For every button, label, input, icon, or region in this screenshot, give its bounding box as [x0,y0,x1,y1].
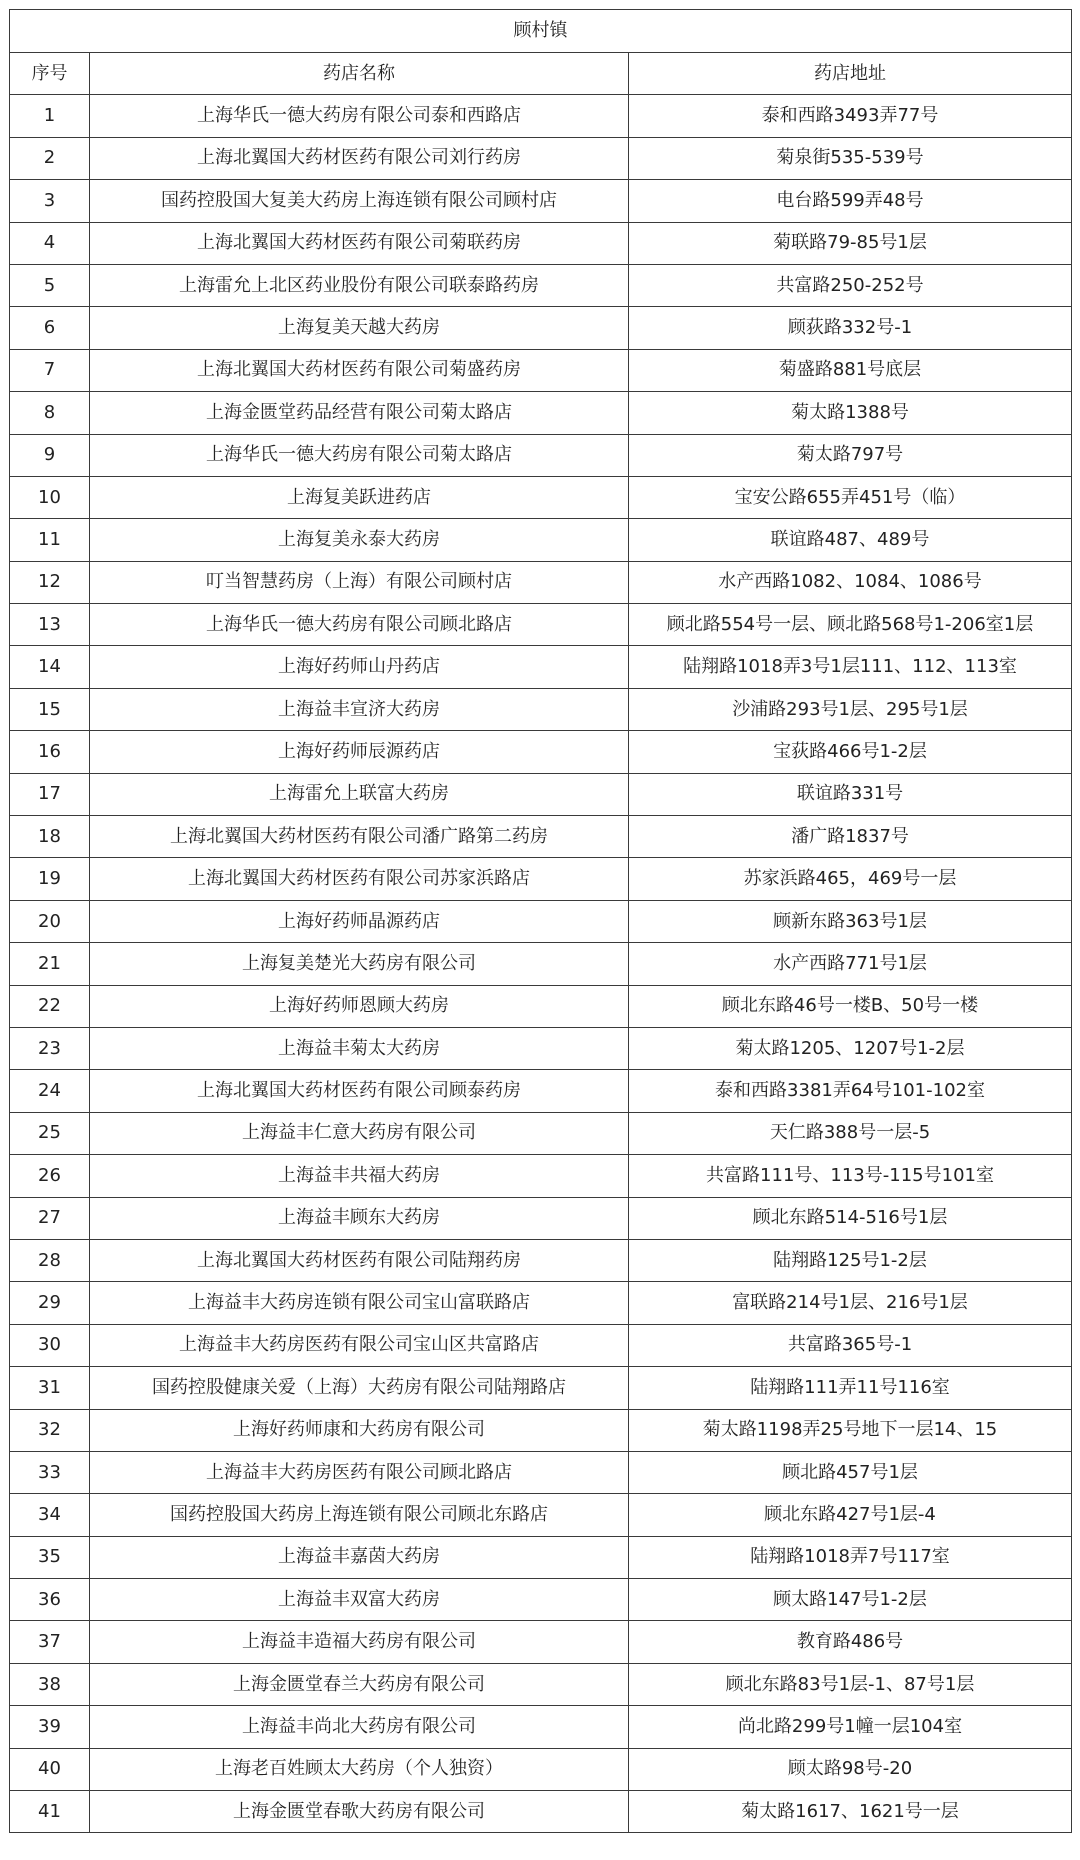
pharmacy-name-cell: 上海金匮堂药品经营有限公司菊太路店 [90,392,629,434]
pharmacy-address-cell: 共富路250-252号 [629,264,1072,306]
pharmacy-address-cell: 联谊路331号 [629,773,1072,815]
table-row [10,1494,1072,1536]
pharmacy-address-cell: 苏家浜路465，469号一层 [629,858,1072,900]
row-index-cell: 27 [10,1197,90,1239]
pharmacy-name-cell: 国药控股国大药房上海连锁有限公司顾北东路店 [90,1494,629,1536]
table-row [10,985,1072,1027]
row-index-cell: 19 [10,858,90,900]
table-row [10,858,1072,900]
row-index-cell: 20 [10,900,90,942]
row-index-cell: 4 [10,222,90,264]
row-index-cell: 40 [10,1748,90,1790]
row-index-cell: 25 [10,1112,90,1154]
pharmacy-address-cell: 沙浦路293号1层、295号1层 [629,688,1072,730]
pharmacy-address-cell: 顾北路554号一层、顾北路568号1-206室1层 [629,604,1072,646]
pharmacy-table [9,9,1072,1833]
pharmacy-address-cell: 菊联路79-85号1层 [629,222,1072,264]
row-index-cell: 34 [10,1494,90,1536]
row-index-cell: 14 [10,646,90,688]
row-index-cell: 36 [10,1579,90,1621]
table-row [10,561,1072,603]
pharmacy-name-cell: 上海好药师恩顾大药房 [90,985,629,1027]
pharmacy-address-cell: 顾北东路83号1层-1、87号1层 [629,1663,1072,1705]
table-row [10,900,1072,942]
table-row [10,1155,1072,1197]
pharmacy-address-cell: 菊太路1205、1207号1-2层 [629,1027,1072,1069]
row-index-cell: 24 [10,1070,90,1112]
pharmacy-address-cell: 顾太路147号1-2层 [629,1579,1072,1621]
pharmacy-name-cell: 上海北翼国大药材医药有限公司菊盛药房 [90,349,629,391]
pharmacy-name-cell: 上海益丰宣济大药房 [90,688,629,730]
table-row [10,1282,1072,1324]
row-index-cell: 7 [10,349,90,391]
table-body [10,95,1072,1833]
pharmacy-address-cell: 泰和西路3493弄77号 [629,95,1072,137]
pharmacy-address-cell: 水产西路1082、1084、1086号 [629,561,1072,603]
pharmacy-name-cell: 上海益丰大药房医药有限公司宝山区共富路店 [90,1324,629,1366]
pharmacy-address-cell: 宝安公路655弄451号（临） [629,476,1072,518]
pharmacy-address-cell: 共富路365号-1 [629,1324,1072,1366]
row-index-cell: 29 [10,1282,90,1324]
table-row [10,392,1072,434]
pharmacy-name-cell: 上海益丰仁意大药房有限公司 [90,1112,629,1154]
table-row [10,773,1072,815]
pharmacy-name-cell: 上海华氏一德大药房有限公司顾北路店 [90,604,629,646]
row-index-cell: 2 [10,137,90,179]
table-row [10,264,1072,306]
pharmacy-address-cell: 顾北东路427号1层-4 [629,1494,1072,1536]
table-row [10,1197,1072,1239]
table-row [10,1367,1072,1409]
row-index-cell: 1 [10,95,90,137]
pharmacy-address-cell: 顾新东路363号1层 [629,900,1072,942]
pharmacy-address-cell: 菊盛路881号底层 [629,349,1072,391]
table-row [10,1621,1072,1663]
pharmacy-address-cell: 电台路599弄48号 [629,180,1072,222]
row-index-cell: 32 [10,1409,90,1451]
row-index-cell: 13 [10,604,90,646]
table-row [10,604,1072,646]
table-row [10,731,1072,773]
pharmacy-name-cell: 上海北翼国大药材医药有限公司苏家浜路店 [90,858,629,900]
table-row [10,519,1072,561]
row-index-cell: 22 [10,985,90,1027]
row-index-cell: 33 [10,1451,90,1493]
pharmacy-name-cell: 上海北翼国大药材医药有限公司菊联药房 [90,222,629,264]
row-index-cell: 18 [10,816,90,858]
table-title: 顾村镇 [10,10,1072,53]
table-row [10,349,1072,391]
row-index-cell: 9 [10,434,90,476]
pharmacy-address-cell: 菊太路1388号 [629,392,1072,434]
pharmacy-name-cell: 上海益丰顾东大药房 [90,1197,629,1239]
pharmacy-address-cell: 顾北东路514-516号1层 [629,1197,1072,1239]
table-row [10,688,1072,730]
pharmacy-address-cell: 陆翔路1018弄7号117室 [629,1536,1072,1578]
row-index-cell: 5 [10,264,90,306]
pharmacy-name-cell: 上海益丰大药房连锁有限公司宝山富联路店 [90,1282,629,1324]
pharmacy-address-cell: 顾太路98号-20 [629,1748,1072,1790]
table-row [10,1663,1072,1705]
table-row [10,1536,1072,1578]
pharmacy-name-cell: 上海益丰尚北大药房有限公司 [90,1706,629,1748]
pharmacy-name-cell: 上海北翼国大药材医药有限公司刘行药房 [90,137,629,179]
pharmacy-name-cell: 上海复美天越大药房 [90,307,629,349]
row-index-cell: 35 [10,1536,90,1578]
row-index-cell: 30 [10,1324,90,1366]
table-row [10,1324,1072,1366]
title-row [10,10,1072,53]
pharmacy-name-cell: 上海复美楚光大药房有限公司 [90,943,629,985]
row-index-cell: 10 [10,476,90,518]
table-row [10,1409,1072,1451]
row-index-cell: 17 [10,773,90,815]
table-row [10,1579,1072,1621]
row-index-cell: 3 [10,180,90,222]
pharmacy-name-cell: 上海益丰大药房医药有限公司顾北路店 [90,1451,629,1493]
pharmacy-name-cell: 上海华氏一德大药房有限公司菊太路店 [90,434,629,476]
pharmacy-address-cell: 水产西路771号1层 [629,943,1072,985]
table-row [10,180,1072,222]
table-row [10,95,1072,137]
pharmacy-address-cell: 陆翔路1018弄3号1层111、112、113室 [629,646,1072,688]
table-row [10,1706,1072,1748]
row-index-cell: 15 [10,688,90,730]
pharmacy-name-cell: 上海益丰造福大药房有限公司 [90,1621,629,1663]
table-row [10,476,1072,518]
pharmacy-address-cell: 顾北东路46号一楼B、50号一楼 [629,985,1072,1027]
table-row [10,646,1072,688]
table-row [10,1239,1072,1281]
pharmacy-name-cell: 上海金匮堂春歌大药房有限公司 [90,1791,629,1833]
pharmacy-name-cell: 上海好药师辰源药店 [90,731,629,773]
pharmacy-name-cell: 上海益丰嘉茵大药房 [90,1536,629,1578]
table-row [10,1112,1072,1154]
pharmacy-address-cell: 菊泉街535-539号 [629,137,1072,179]
pharmacy-name-cell: 上海好药师晶源药店 [90,900,629,942]
pharmacy-address-cell: 尚北路299号1幢一层104室 [629,1706,1072,1748]
pharmacy-address-cell: 顾荻路332号-1 [629,307,1072,349]
pharmacy-address-cell: 富联路214号1层、216号1层 [629,1282,1072,1324]
pharmacy-address-cell: 菊太路1617、1621号一层 [629,1791,1072,1833]
table-row [10,222,1072,264]
pharmacy-address-cell: 陆翔路111弄11号116室 [629,1367,1072,1409]
table-row [10,307,1072,349]
pharmacy-name-cell: 国药控股国大复美大药房上海连锁有限公司顾村店 [90,180,629,222]
table-row [10,1791,1072,1833]
table-row [10,137,1072,179]
table-row [10,1451,1072,1493]
row-index-cell: 37 [10,1621,90,1663]
header-pharmacy-address: 药店地址 [629,53,1072,95]
pharmacy-name-cell: 上海华氏一德大药房有限公司泰和西路店 [90,95,629,137]
table-row [10,434,1072,476]
pharmacy-address-cell: 教育路486号 [629,1621,1072,1663]
pharmacy-address-cell: 菊太路1198弄25号地下一层14、15 [629,1409,1072,1451]
table-row [10,1027,1072,1069]
row-index-cell: 12 [10,561,90,603]
row-index-cell: 11 [10,519,90,561]
header-index: 序号 [10,53,90,95]
row-index-cell: 21 [10,943,90,985]
pharmacy-address-cell: 泰和西路3381弄64号101-102室 [629,1070,1072,1112]
pharmacy-address-cell: 宝荻路466号1-2层 [629,731,1072,773]
pharmacy-name-cell: 上海北翼国大药材医药有限公司顾泰药房 [90,1070,629,1112]
pharmacy-name-cell: 上海复美永泰大药房 [90,519,629,561]
table-row [10,1070,1072,1112]
row-index-cell: 28 [10,1239,90,1281]
pharmacy-name-cell: 国药控股健康关爱（上海）大药房有限公司陆翔路店 [90,1367,629,1409]
pharmacy-name-cell: 上海益丰共福大药房 [90,1155,629,1197]
row-index-cell: 6 [10,307,90,349]
pharmacy-name-cell: 上海益丰双富大药房 [90,1579,629,1621]
row-index-cell: 16 [10,731,90,773]
row-index-cell: 8 [10,392,90,434]
pharmacy-address-cell: 菊太路797号 [629,434,1072,476]
table-row [10,816,1072,858]
pharmacy-name-cell: 叮当智慧药房（上海）有限公司顾村店 [90,561,629,603]
header-pharmacy-name: 药店名称 [90,53,629,95]
row-index-cell: 39 [10,1706,90,1748]
row-index-cell: 41 [10,1791,90,1833]
pharmacy-name-cell: 上海好药师康和大药房有限公司 [90,1409,629,1451]
pharmacy-address-cell: 天仁路388号一层-5 [629,1112,1072,1154]
pharmacy-name-cell: 上海好药师山丹药店 [90,646,629,688]
pharmacy-name-cell: 上海益丰菊太大药房 [90,1027,629,1069]
pharmacy-address-cell: 顾北路457号1层 [629,1451,1072,1493]
pharmacy-name-cell: 上海老百姓顾太大药房（个人独资） [90,1748,629,1790]
pharmacy-address-cell: 联谊路487、489号 [629,519,1072,561]
pharmacy-name-cell: 上海雷允上北区药业股份有限公司联泰路药房 [90,264,629,306]
table-row [10,943,1072,985]
pharmacy-name-cell: 上海复美跃进药店 [90,476,629,518]
pharmacy-address-cell: 共富路111号、113号-115号101室 [629,1155,1072,1197]
header-row [10,53,1072,95]
pharmacy-name-cell: 上海雷允上联富大药房 [90,773,629,815]
table-row [10,1748,1072,1790]
pharmacy-name-cell: 上海金匮堂春兰大药房有限公司 [90,1663,629,1705]
row-index-cell: 31 [10,1367,90,1409]
row-index-cell: 23 [10,1027,90,1069]
pharmacy-name-cell: 上海北翼国大药材医药有限公司陆翔药房 [90,1239,629,1281]
pharmacy-name-cell: 上海北翼国大药材医药有限公司潘广路第二药房 [90,816,629,858]
pharmacy-address-cell: 陆翔路125号1-2层 [629,1239,1072,1281]
pharmacy-address-cell: 潘广路1837号 [629,816,1072,858]
row-index-cell: 26 [10,1155,90,1197]
row-index-cell: 38 [10,1663,90,1705]
